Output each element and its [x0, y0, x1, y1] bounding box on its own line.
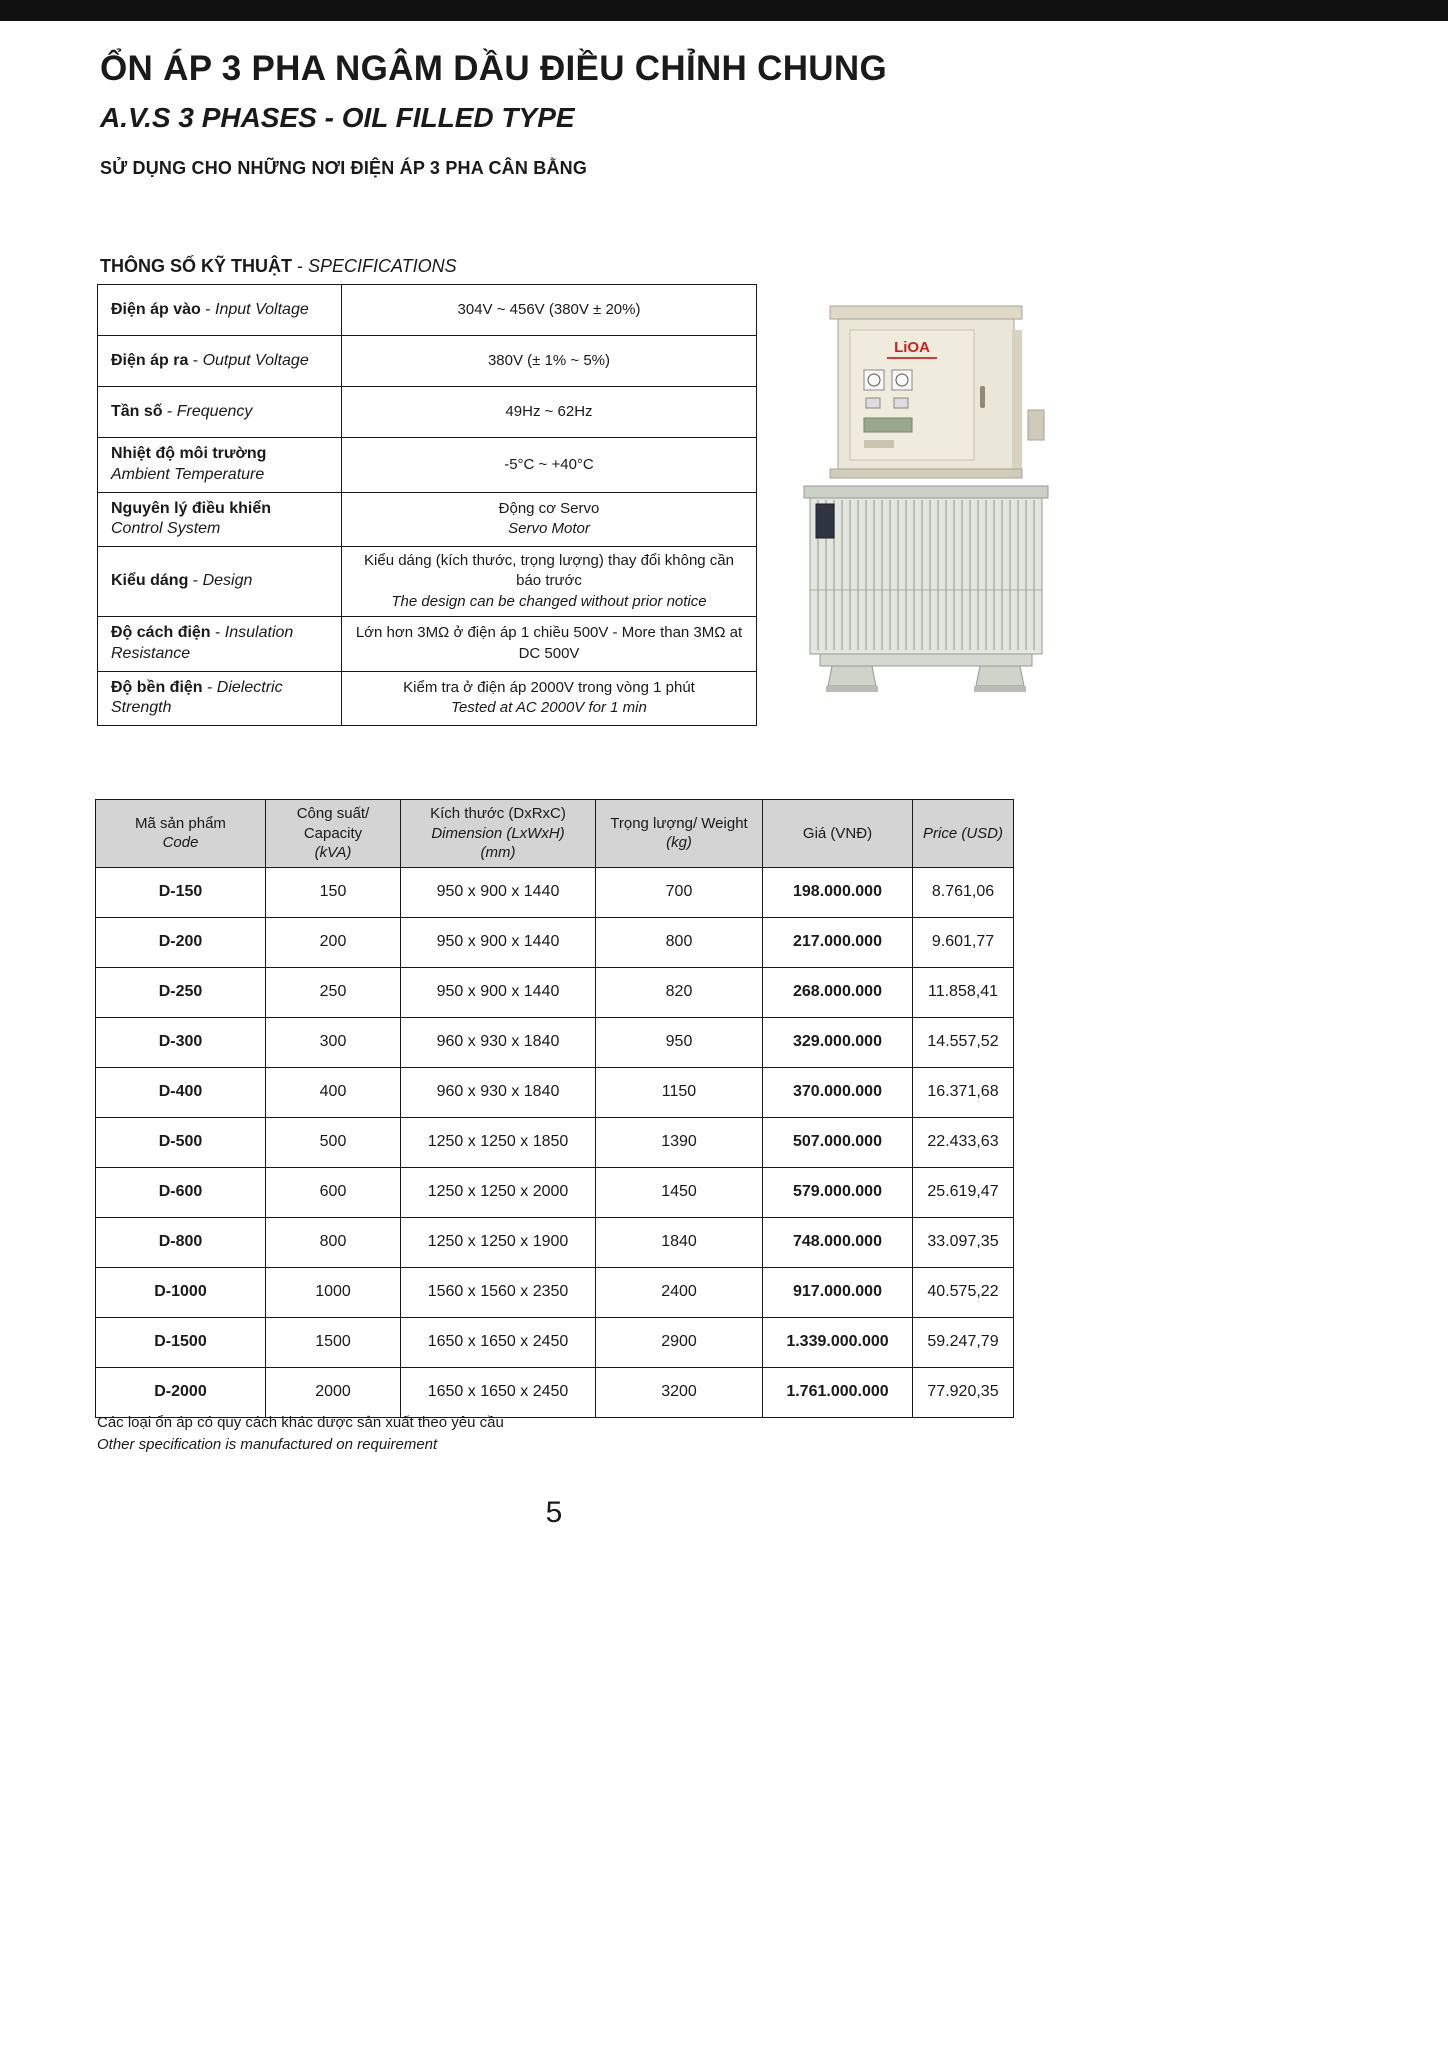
spec-label-en: Input Voltage: [215, 300, 309, 318]
product-row-d200: [96, 917, 1014, 967]
spec-label: [98, 438, 342, 493]
product-price-vnd: 370.000.000: [763, 1067, 913, 1117]
product-price-usd: 16.371,68: [913, 1067, 1014, 1117]
spec-value-line1: Kiểu dáng (kích thước, trọng lượng) thay đổi không cần báo trước: [364, 552, 734, 590]
lioa-logo: LiOA: [894, 339, 930, 356]
spec-value-line1: -5°C ~ +40°C: [504, 455, 594, 473]
product-row-d400: [96, 1067, 1014, 1117]
spec-label-en: Control System: [111, 520, 221, 538]
product-table-header-row: [96, 800, 1014, 868]
product-price-vnd: 579.000.000: [763, 1167, 913, 1217]
spec-value-line1: Động cơ Servo: [498, 500, 600, 518]
spec-value: [342, 438, 757, 493]
product-price-vnd: 507.000.000: [763, 1117, 913, 1167]
product-weight: 800: [596, 917, 763, 967]
product-price-usd: 8.761,06: [913, 867, 1014, 917]
page-title: ỔN ÁP 3 PHA NGÂM DẦU ĐIỀU CHỈNH CHUNG: [100, 49, 887, 88]
product-dimension: 1650 x 1650 x 2450: [401, 1317, 596, 1367]
specifications-heading-vi: THÔNG SỐ KỸ THUẬT: [100, 256, 292, 276]
product-row-d150: [96, 867, 1014, 917]
product-dimension: 1250 x 1250 x 1850: [401, 1117, 596, 1167]
product-capacity: 400: [266, 1067, 401, 1117]
spec-label-vi: Độ bền điện: [111, 678, 203, 696]
top-bar: [0, 0, 1448, 21]
product-code: D-1500: [96, 1317, 266, 1367]
spec-value-line1: 49Hz ~ 62Hz: [505, 402, 593, 420]
page-header: [100, 48, 1100, 179]
footer-note-vi: Các loại ổn áp có quy cách khác được sản xuất theo yêu cầu: [97, 1414, 504, 1431]
spec-label-vi: Nguyên lý điều khiển: [111, 499, 272, 517]
col-header-dimension-en: Dimension (LxWxH): [431, 824, 565, 842]
product-weight: 820: [596, 967, 763, 1017]
product-weight: 1450: [596, 1167, 763, 1217]
product-weight: 2900: [596, 1317, 763, 1367]
product-price-usd: 22.433,63: [913, 1117, 1014, 1167]
product-code: D-1000: [96, 1267, 266, 1317]
spec-row-insulation-resistance: [98, 616, 757, 671]
spec-label-en: Frequency: [176, 402, 253, 420]
product-price-vnd: 1.761.000.000: [763, 1367, 913, 1417]
spec-value-line1: Kiểm tra ở điện áp 2000V trong vòng 1 phút: [403, 679, 695, 697]
product-price-vnd: 1.339.000.000: [763, 1317, 913, 1367]
product-price-table: [95, 799, 1014, 1418]
product-code: D-300: [96, 1017, 266, 1067]
spec-row-frequency: [98, 387, 757, 438]
product-dimension: 960 x 930 x 1840: [401, 1017, 596, 1067]
product-weight: 700: [596, 867, 763, 917]
spec-label-en: Output Voltage: [202, 351, 309, 369]
transformer-photo: [780, 290, 1075, 708]
product-capacity: 500: [266, 1117, 401, 1167]
product-code: D-600: [96, 1167, 266, 1217]
specifications-heading-separator: -: [292, 256, 308, 276]
product-row-d2000: [96, 1367, 1014, 1417]
product-dimension: 950 x 900 x 1440: [401, 867, 596, 917]
spec-value-line2: Servo Motor: [508, 520, 590, 538]
product-row-d600: [96, 1167, 1014, 1217]
product-price-vnd: 198.000.000: [763, 867, 913, 917]
product-price-vnd: 268.000.000: [763, 967, 913, 1017]
product-row-d1500: [96, 1317, 1014, 1367]
specifications-heading: [100, 256, 457, 277]
product-price-vnd: 217.000.000: [763, 917, 913, 967]
transformer-illustration: [780, 290, 1075, 708]
product-dimension: 1250 x 1250 x 2000: [401, 1167, 596, 1217]
product-capacity: 2000: [266, 1367, 401, 1417]
product-capacity: 1000: [266, 1267, 401, 1317]
col-header-weight-label: Trọng lượng/ Weight: [610, 814, 748, 832]
product-dimension: 1250 x 1250 x 1900: [401, 1217, 596, 1267]
product-price-usd: 14.557,52: [913, 1017, 1014, 1067]
spec-label-separator: -: [200, 300, 216, 318]
col-header-code: [96, 800, 266, 868]
spec-label: [98, 616, 342, 671]
col-header-price-vnd-label: Giá (VNĐ): [802, 824, 873, 842]
spec-label-en: Design: [202, 572, 253, 590]
product-price-usd: 33.097,35: [913, 1217, 1014, 1267]
spec-label: [98, 285, 342, 336]
col-header-capacity-unit: (kVA): [314, 844, 352, 861]
product-code: D-800: [96, 1217, 266, 1267]
spec-row-ambient-temperature: [98, 438, 757, 493]
spec-label: [98, 671, 342, 726]
spec-label-en: Ambient Temperature: [111, 465, 265, 483]
col-header-price-usd: [913, 800, 1014, 868]
spec-value-line1: 304V ~ 456V (380V ± 20%): [457, 300, 641, 318]
spec-row-dielectric-strength: [98, 671, 757, 726]
spec-label: [98, 336, 342, 387]
spec-label: [98, 492, 342, 547]
product-price-vnd: 917.000.000: [763, 1267, 913, 1317]
usage-note: SỬ DỤNG CHO NHỮNG NƠI ĐIỆN ÁP 3 PHA CÂN BẰNG: [100, 158, 588, 178]
product-weight: 1390: [596, 1117, 763, 1167]
product-dimension: 950 x 900 x 1440: [401, 967, 596, 1017]
spec-label-separator: -: [188, 572, 203, 590]
col-header-code-vi: Mã sản phẩm: [135, 814, 226, 832]
product-capacity: 250: [266, 967, 401, 1017]
spec-label-separator: -: [162, 402, 177, 420]
product-code: D-500: [96, 1117, 266, 1167]
spec-value-line2: Tested at AC 2000V for 1 min: [451, 699, 647, 717]
product-weight: 2400: [596, 1267, 763, 1317]
col-header-capacity-label: Công suất/ Capacity: [296, 805, 370, 842]
col-header-price-vnd: [763, 800, 913, 868]
product-price-usd: 59.247,79: [913, 1317, 1014, 1367]
spec-value-line2: The design can be changed without prior notice: [391, 592, 707, 610]
spec-label-vi: Nhiệt độ môi trường: [111, 445, 267, 462]
spec-label-separator: -: [210, 623, 225, 641]
product-capacity: 600: [266, 1167, 401, 1217]
spec-row-design: [98, 547, 757, 617]
product-weight: 3200: [596, 1367, 763, 1417]
col-header-weight: [596, 800, 763, 868]
product-price-vnd: 329.000.000: [763, 1017, 913, 1067]
product-capacity: 150: [266, 867, 401, 917]
page-title-en: A.V.S 3 PHASES - OIL FILLED TYPE: [100, 102, 575, 133]
product-code: D-250: [96, 967, 266, 1017]
specifications-table: [97, 284, 757, 726]
spec-label-separator: -: [188, 351, 203, 369]
product-weight: 1840: [596, 1217, 763, 1267]
page-number: 5: [545, 1496, 563, 1529]
spec-row-input-voltage: [98, 285, 757, 336]
footer-note-en: Other specification is manufactured on requirement: [97, 1435, 438, 1453]
col-header-weight-unit: (kg): [666, 834, 692, 852]
spec-label-en: Insulation Resistance: [111, 623, 294, 662]
product-weight: 1150: [596, 1067, 763, 1117]
product-code: D-150: [96, 867, 266, 917]
product-row-d500: [96, 1117, 1014, 1167]
col-header-code-en: Code: [162, 834, 199, 852]
product-row-d300: [96, 1017, 1014, 1067]
product-capacity: 800: [266, 1217, 401, 1267]
product-price-vnd: 748.000.000: [763, 1217, 913, 1267]
product-row-d250: [96, 967, 1014, 1017]
spec-label-en: Dielectric Strength: [111, 678, 283, 717]
product-capacity: 200: [266, 917, 401, 967]
spec-value: [342, 671, 757, 726]
spec-value: [342, 547, 757, 617]
col-header-price-usd-label: Price (USD): [922, 824, 1003, 842]
product-weight: 950: [596, 1017, 763, 1067]
product-price-usd: 40.575,22: [913, 1267, 1014, 1317]
spec-label-vi: Kiểu dáng: [111, 572, 189, 590]
footer-note: [97, 1412, 504, 1456]
product-price-usd: 25.619,47: [913, 1167, 1014, 1217]
col-header-dimension-unit: (mm): [480, 844, 516, 861]
spec-label-vi: Độ cách điện: [111, 623, 211, 641]
product-code: D-400: [96, 1067, 266, 1117]
product-code: D-200: [96, 917, 266, 967]
spec-value: [342, 387, 757, 438]
spec-row-output-voltage: [98, 336, 757, 387]
spec-value: [342, 336, 757, 387]
product-price-usd: 9.601,77: [913, 917, 1014, 967]
spec-value-line1: Lớn hơn 3MΩ ở điện áp 1 chiều 500V - More than 3MΩ at DC 500V: [355, 624, 743, 662]
product-capacity: 1500: [266, 1317, 401, 1367]
product-dimension: 1560 x 1560 x 2350: [401, 1267, 596, 1317]
spec-label-vi: Tần số: [111, 402, 163, 420]
spec-value: [342, 285, 757, 336]
spec-row-control-system: [98, 492, 757, 547]
product-price-usd: 77.920,35: [913, 1367, 1014, 1417]
col-header-capacity: [266, 800, 401, 868]
product-price-usd: 11.858,41: [913, 967, 1014, 1017]
col-header-dimension: [401, 800, 596, 868]
spec-value-line1: 380V (± 1% ~ 5%): [487, 351, 611, 369]
specifications-heading-en: SPECIFICATIONS: [308, 256, 457, 276]
product-dimension: 1650 x 1650 x 2450: [401, 1367, 596, 1417]
product-row-d800: [96, 1217, 1014, 1267]
product-row-d1000: [96, 1267, 1014, 1317]
spec-label: [98, 547, 342, 617]
spec-value: [342, 492, 757, 547]
col-header-dimension-vi: Kích thước (DxRxC): [430, 805, 566, 822]
product-dimension: 960 x 930 x 1840: [401, 1067, 596, 1117]
product-code: D-2000: [96, 1367, 266, 1417]
spec-value: [342, 616, 757, 671]
spec-label-vi: Điện áp vào: [111, 300, 201, 318]
spec-label-separator: -: [202, 678, 217, 696]
product-capacity: 300: [266, 1017, 401, 1067]
spec-label-vi: Điện áp ra: [111, 351, 189, 369]
product-dimension: 950 x 900 x 1440: [401, 917, 596, 967]
spec-label: [98, 387, 342, 438]
